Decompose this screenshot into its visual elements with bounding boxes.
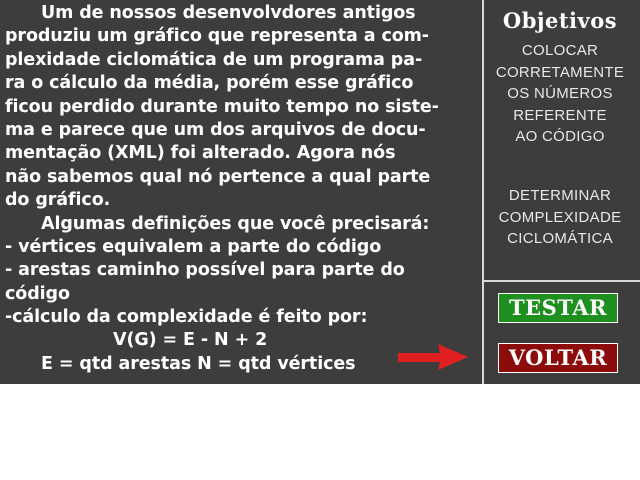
definition-vertices: - vértices equivalem a parte do código xyxy=(5,236,382,257)
story-line: ficou perdido durante muito tempo no siste- xyxy=(5,96,439,117)
definitions-heading: Algumas definições que você precisará: xyxy=(41,213,430,234)
objectives-panel xyxy=(484,0,640,280)
objective-line: OS NÚMEROS xyxy=(507,85,613,102)
story-line: do gráfico. xyxy=(5,190,111,211)
story-text xyxy=(5,2,483,376)
story-line: não sabemos qual nó pertence a qual parte xyxy=(5,166,431,187)
objective-place-numbers xyxy=(484,40,636,148)
objective-line: CICLOMÁTICA xyxy=(507,230,613,247)
story-line: ma e parece que um dos arquivos de docu- xyxy=(5,119,426,140)
story-line: ra o cálculo da média, porém esse gráfico xyxy=(5,73,414,94)
arrow-right-icon xyxy=(396,338,470,374)
definition-edges: - arestas caminho possível para parte do xyxy=(5,260,405,281)
objective-line: AO CÓDIGO xyxy=(515,128,605,145)
objective-line: REFERENTE xyxy=(513,106,607,124)
story-line: mentação (XML) foi alterado. Agora nós xyxy=(5,143,396,164)
back-button[interactable]: VOLTAR xyxy=(498,343,618,373)
objective-line: COLOCAR xyxy=(521,42,599,59)
objective-line: COMPLEXIDADE xyxy=(498,208,622,226)
definition-complexity: -cálculo da complexidade é feito por: xyxy=(5,307,368,328)
story-line: Um de nossos desenvolvdores antigos xyxy=(41,3,416,23)
test-button[interactable]: TESTAR xyxy=(498,293,618,323)
definition-edges-cont: código xyxy=(5,283,70,304)
formula-legend: E = qtd arestas N = qtd vértices xyxy=(41,353,356,374)
objective-line: DETERMINAR xyxy=(508,187,612,204)
objectives-title: Objetivos xyxy=(502,8,618,33)
complexity-formula: V(G) = E - N + 2 xyxy=(113,330,268,351)
story-line: produziu um gráfico que representa a com- xyxy=(5,26,429,47)
objective-complexity xyxy=(484,185,636,250)
story-line: plexidade ciclomática de um programa pa- xyxy=(5,49,423,70)
objective-line: CORRETAMENTE xyxy=(495,63,625,81)
arrow-shape xyxy=(398,344,468,370)
buttons-panel xyxy=(484,282,640,384)
